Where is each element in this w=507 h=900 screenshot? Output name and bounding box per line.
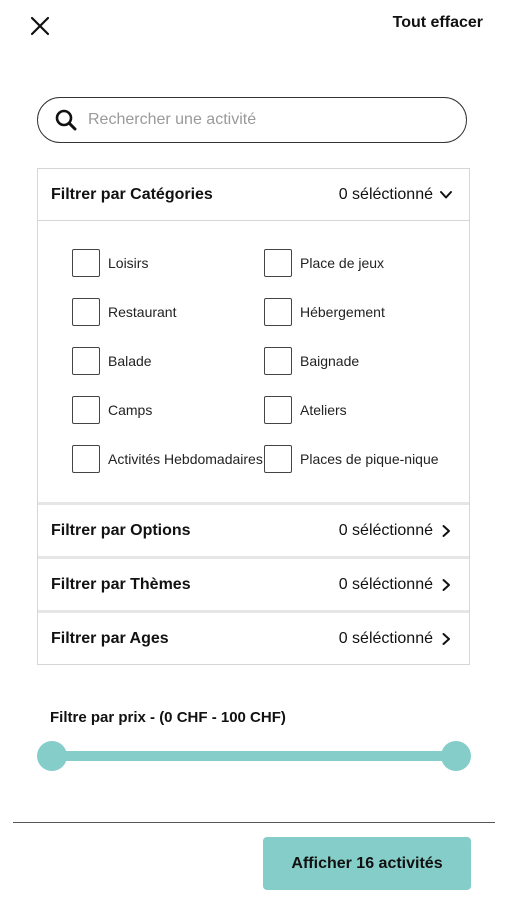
chevron-right-icon (439, 578, 453, 592)
category-checkbox[interactable] (264, 396, 292, 424)
themes-filter-status: 0 séléctionné (338, 575, 433, 593)
footer-divider (13, 822, 495, 823)
category-activites-hebdomadaires[interactable] (72, 445, 264, 473)
ages-filter-title: Filtrer par Ages (51, 629, 169, 647)
categories-filter-header[interactable] (38, 169, 469, 221)
show-activities-button[interactable]: Afficher 16 activités (263, 837, 471, 890)
options-filter-title: Filtrer par Options (51, 521, 191, 539)
category-loisirs[interactable] (72, 249, 264, 277)
themes-filter-title: Filtrer par Thèmes (51, 575, 191, 593)
category-checkbox[interactable] (264, 347, 292, 375)
category-place-de-jeux[interactable] (264, 249, 454, 277)
category-checkbox[interactable] (72, 445, 100, 473)
category-checkbox[interactable] (72, 347, 100, 375)
category-balade[interactable] (72, 347, 264, 375)
price-slider-max-handle[interactable] (441, 741, 471, 771)
category-checkbox[interactable] (72, 298, 100, 326)
chevron-right-icon (439, 632, 453, 646)
close-button[interactable] (26, 12, 54, 40)
category-label: Place de jeux (300, 255, 385, 271)
category-label: Camps (108, 402, 153, 418)
ages-filter-status: 0 séléctionné (338, 629, 433, 647)
search-bar[interactable] (37, 97, 467, 143)
category-label: Hébergement (300, 304, 385, 320)
filter-panel (37, 168, 470, 665)
chevron-down-icon (439, 188, 453, 202)
category-ateliers[interactable] (264, 396, 454, 424)
category-label: Balade (108, 353, 152, 369)
category-label: Baignade (300, 353, 360, 369)
category-checkbox[interactable] (72, 249, 100, 277)
clear-all-button[interactable]: Tout effacer (392, 14, 483, 31)
category-label: Restaurant (108, 304, 177, 320)
options-filter-header[interactable] (38, 505, 469, 559)
category-checkbox[interactable] (264, 298, 292, 326)
search-icon (54, 108, 78, 132)
price-range-slider[interactable] (37, 741, 471, 771)
options-filter-status: 0 séléctionné (338, 521, 433, 539)
category-baignade[interactable] (264, 347, 454, 375)
ages-filter-header[interactable] (38, 613, 469, 664)
category-checkbox[interactable] (264, 249, 292, 277)
price-slider-track[interactable] (51, 751, 457, 761)
chevron-right-icon (439, 524, 453, 538)
category-label: Places de pique-nique (300, 451, 439, 467)
category-hebergement[interactable] (264, 298, 454, 326)
categories-filter-title: Filtrer par Catégories (51, 185, 213, 203)
category-label: Ateliers (300, 402, 347, 418)
themes-filter-header[interactable] (38, 559, 469, 613)
close-icon (30, 16, 50, 36)
category-label: Activités Hebdomadaires (108, 451, 263, 467)
category-places-de-pique-nique[interactable] (264, 445, 454, 473)
price-filter-title: Filtre par prix - (0 CHF - 100 CHF) (50, 709, 286, 726)
category-label: Loisirs (108, 255, 149, 271)
search-input[interactable] (86, 110, 430, 130)
price-slider-min-handle[interactable] (37, 741, 67, 771)
categories-list (38, 221, 469, 505)
category-camps[interactable] (72, 396, 264, 424)
category-checkbox[interactable] (264, 445, 292, 473)
category-checkbox[interactable] (72, 396, 100, 424)
categories-filter-status: 0 séléctionné (338, 185, 433, 203)
category-restaurant[interactable] (72, 298, 264, 326)
